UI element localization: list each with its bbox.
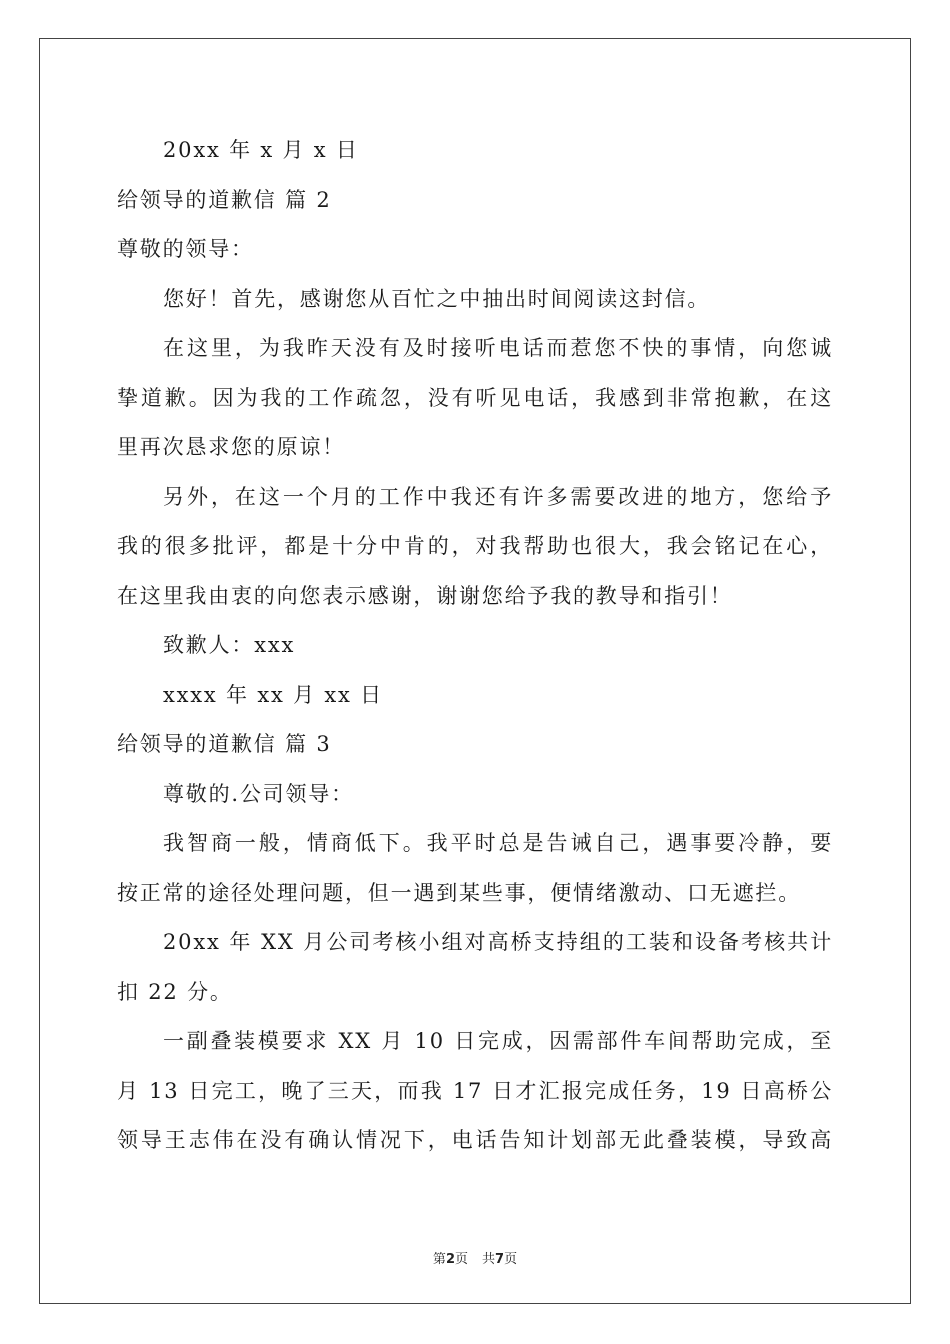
total-suffix: 页: [504, 1252, 518, 1267]
paragraph-line: 一副叠装模要求 XX 月 10 日完成，因需部件车间帮助完成，至: [163, 1029, 833, 1053]
paragraph-line: 在这里我由衷的向您表示感谢，谢谢您给予我的教导和指引！: [117, 583, 733, 608]
paragraph-line: 领导王志伟在没有确认情况下，电话告知计划部无此叠装模，导致高: [117, 1128, 833, 1152]
document-body: [117, 126, 833, 1166]
salutation: 尊敬的.公司领导：: [163, 781, 354, 806]
total-prefix: 共: [482, 1252, 496, 1267]
paragraph-line: 月 13 日完工，晚了三天，而我 17 日才汇报完成任务，19 日高桥公: [117, 1078, 833, 1103]
paragraph-line: 我智商一般，情商低下。我平时总是告诫自己，遇事要冷静，要: [163, 831, 833, 855]
paragraph-line: 您好！首先，感谢您从百忙之中抽出时间阅读这封信。: [163, 286, 711, 311]
page-prefix: 第: [432, 1252, 446, 1267]
paragraph-line: 在这里，为我昨天没有及时接听电话而惹您不快的事情，向您诚: [163, 336, 833, 360]
paragraph-line: 20xx 年 XX 月公司考核小组对高桥支持组的工装和设备考核共计: [163, 930, 833, 954]
paragraph-line: 挚道歉。因为我的工作疏忽，没有听见电话，我感到非常抱歉，在这: [117, 385, 833, 410]
salutation: 尊敬的领导：: [117, 237, 254, 261]
page-total: 7: [495, 1252, 505, 1267]
paragraph-line: 另外，在这一个月的工作中我还有许多需要改进的地方，您给予: [163, 484, 833, 509]
section-heading: 给领导的道歉信 篇 3: [117, 732, 332, 756]
date-line: 20xx 年 x 月 x 日: [163, 138, 359, 162]
signature-line: 致歉人：xxx: [163, 633, 296, 657]
page-number: 2: [445, 1252, 455, 1267]
paragraph-line: 我的很多批评，都是十分中肯的，对我帮助也很大，我会铭记在心，: [117, 534, 833, 558]
page-suffix: 页: [454, 1252, 468, 1267]
paragraph-line: 扣 22 分。: [117, 979, 233, 1004]
paragraph-line: 里再次恳求您的原谅！: [117, 435, 345, 459]
page-footer: [0, 1248, 950, 1267]
date-line: xxxx 年 xx 月 xx 日: [163, 682, 383, 707]
section-heading: 给领导的道歉信 篇 2: [117, 187, 332, 212]
paragraph-line: 按正常的途径处理问题，但一遇到某些事，便情绪激动、口无遮拦。: [117, 880, 801, 905]
